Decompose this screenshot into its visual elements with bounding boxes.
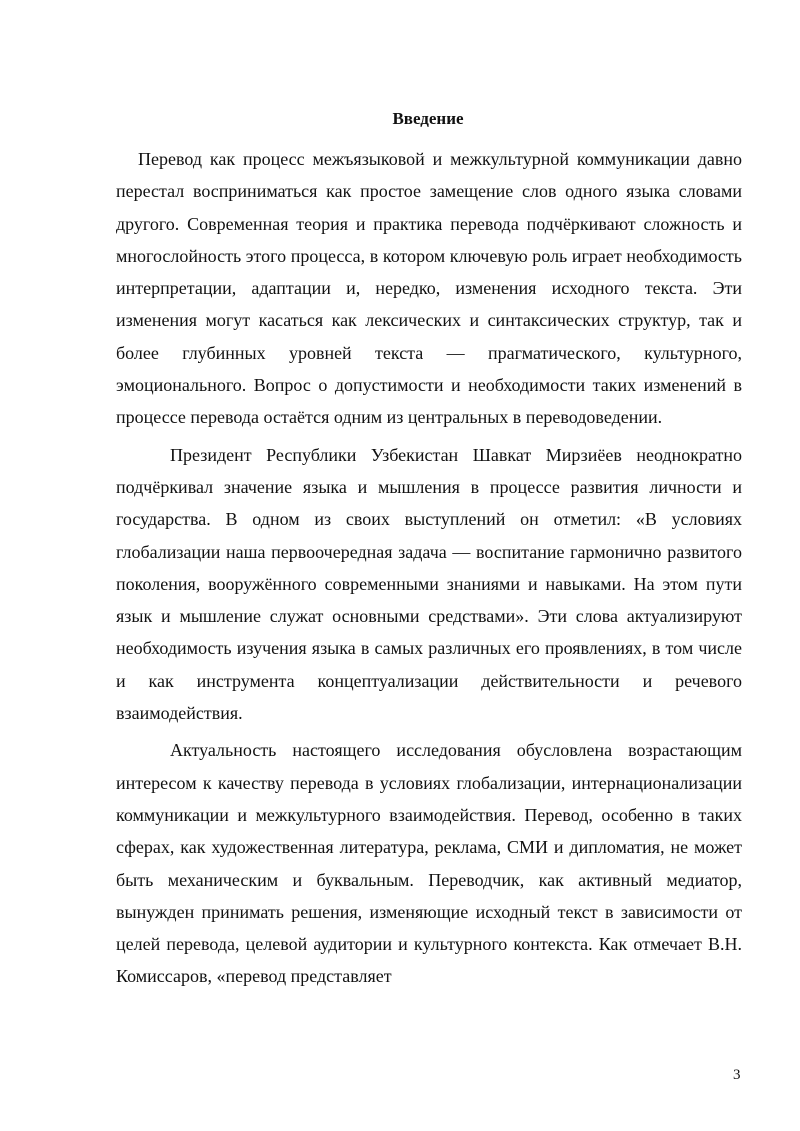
body-text xyxy=(116,143,742,993)
page-number: 3 xyxy=(733,1067,741,1083)
paragraph-3: Актуальность настоящего исследования обусловлена возрастающим интересом к качеству перевода в условиях глобализации, интернационализации коммуникации и межкультурного взаимодействия. Перевод, особенно в таких сферах, как художественная литература, реклама, СМИ и дипломатия, не может быть механическим и буквальным. Переводчик, как активный медиатор, вынужден принимать решения, изменяющие исходный текст в зависимости от целей перевода, целевой аудитории и культурного контекста. Как отмечает В.Н. Комиссаров, «перевод представляет xyxy=(116,740,742,987)
section-title: Введение xyxy=(392,109,464,128)
paragraph-1: Перевод как процесс межъязыковой и межкультурной коммуникации давно перестал восприниматься как простое замещение слов одного языка словами другого. Современная теория и практика перевода подчёркивают сложность и многослойность этого процесса, в котором ключевую роль играет необходимость интерпретации, адаптации и, нередко, изменения исходного текста. Эти изменения могут касаться как лексических и синтаксических структур, так и более глубинных уровней текста — прагматического, культурного, эмоционального. Вопрос о допустимости и необходимости таких изменений в процессе перевода остаётся одним из центральных в переводоведении. xyxy=(116,149,742,428)
paragraph-2: Президент Республики Узбекистан Шавкат Мирзиёев неоднократно подчёркивал значение языка и мышления в процессе развития личности и государства. В одном из своих выступлений он отметил: «В условиях глобализации наша первоочередная задача — воспитание гармонично развитого поколения, вооружённого современными знаниями и навыками. На этом пути язык и мышление служат основными средствами». Эти слова актуализируют необходимость изучения языка в самых различных его проявлениях, в том числе и как инструмента концептуализации действительности и речевого взаимодействия. xyxy=(116,444,742,724)
